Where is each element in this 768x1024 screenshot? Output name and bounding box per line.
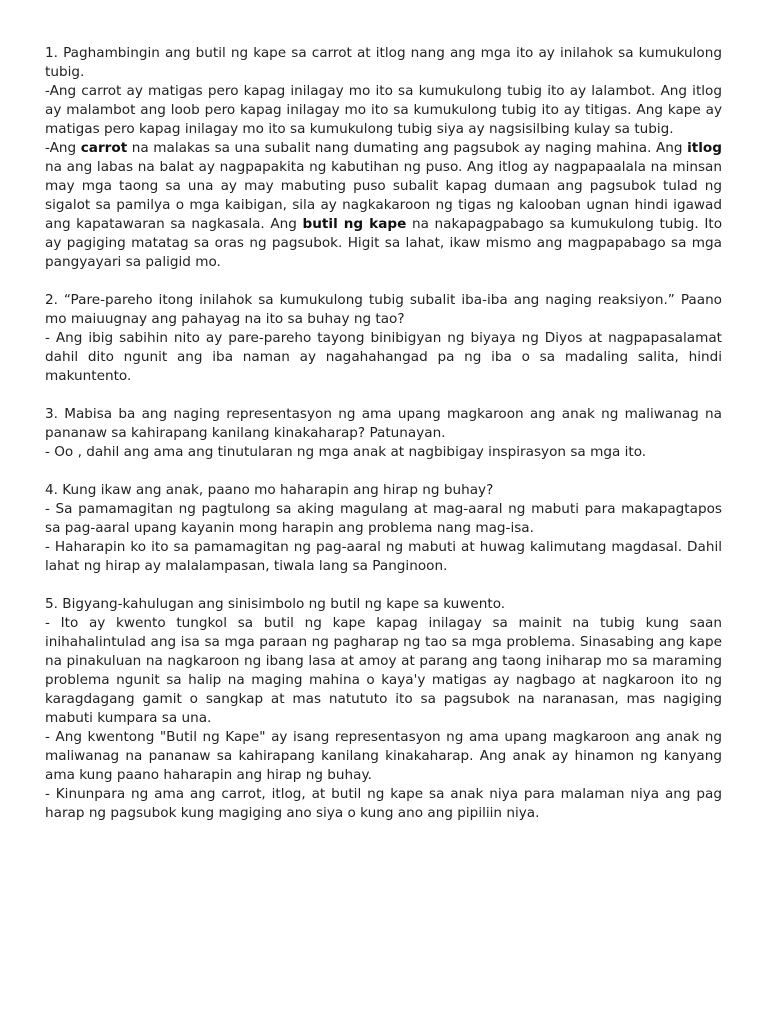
text-segment: - Haharapin ko ito sa pamamagitan ng pag-aaral ng mabuti at huwag kalimutang magdasal. Dahil lahat ng hirap ay malalampasan, tiwala lang sa Panginoon. xyxy=(45,539,722,574)
text-segment: -Ang xyxy=(45,140,81,156)
question-section-2 xyxy=(45,291,722,386)
bold-keyword: itlog xyxy=(687,140,722,156)
question-text xyxy=(45,481,722,500)
text-segment: 3. Mabisa ba ang naging representasyon ng ama upang magkaroon ang anak ng maliwanag na pananaw sa kahirapang kanilang kinakaharap? Patunayan. xyxy=(45,406,722,441)
text-segment: - Sa pamamagitan ng pagtulong sa aking magulang at mag-aaral ng mabuti para makapagtapos sa pag-aaral upang kayanin mong harapin ang problema nang mag-isa. xyxy=(45,501,722,536)
text-segment: na malakas sa una subalit nang dumating ang pagsubok ay naging mahina. Ang xyxy=(127,140,688,156)
answer-text xyxy=(45,785,722,823)
text-segment: -Ang carrot ay matigas pero kapag inilagay mo ito sa kumukulong tubig ito ay lalambot. Ang itlog ay malambot ang loob pero kapag inilagay mo ito sa kumukulong tubig ito ay titigas. Ang kape ay matigas pero kapag inilagay mo ito sa kumukulong tubig siya ay nagsisilbing kulay sa tubig. xyxy=(45,83,722,137)
text-segment: na nakapagpabago sa kumukulong tubig. Ito ay pagiging matatag sa oras ng pagsubok. Higit sa lahat, ikaw mismo ang magpapabago sa mga pangyayari sa paligid mo. xyxy=(45,216,723,270)
answer-text xyxy=(45,500,722,538)
answer-text xyxy=(45,443,722,462)
question-section-1 xyxy=(45,44,722,272)
question-text xyxy=(45,291,722,329)
text-segment: - Kinunpara ng ama ang carrot, itlog, at butil ng kape sa anak niya para malaman niya ang pag harap ng pagsubok kung magiging ano siya o kung ano ang pipiliin niya. xyxy=(45,786,722,821)
text-segment: - Oo , dahil ang ama ang tinutularan ng mga anak at nagbibigay inspirasyon sa mga ito. xyxy=(45,444,647,460)
text-segment: - Ang ibig sabihin nito ay pare-pareho tayong binibigyan ng biyaya ng Diyos at nagpapasalamat dahil dito ngunit ang iba naman ay nagahahangad pa ng iba o sa madaling salita, hindi makuntento. xyxy=(45,330,722,384)
text-segment: 1. Paghambingin ang butil ng kape sa carrot at itlog nang ang mga ito ay inilahok sa kumukulong tubig. xyxy=(45,45,722,80)
answer-text xyxy=(45,728,722,785)
answer-text xyxy=(45,329,722,386)
text-segment: 2. “Pare-pareho itong inilahok sa kumukulong tubig subalit iba-iba ang naging reaksiyon.” Paano mo maiuugnay ang pahayag na ito sa buhay ng tao? xyxy=(45,292,722,327)
bold-keyword: carrot xyxy=(80,140,128,156)
answer-text xyxy=(45,139,722,272)
question-section-4 xyxy=(45,481,722,576)
question-text xyxy=(45,405,722,443)
question-text xyxy=(45,44,722,82)
answer-text xyxy=(45,614,722,728)
question-section-3 xyxy=(45,405,722,462)
answer-text xyxy=(45,538,722,576)
text-segment: na ang labas na balat ay nagpapakita ng kabutihan ng puso. Ang itlog ay nagpapaalala na minsan may mga taong sa una ay may mabuting puso subalit kapag dumaan ang pagsubok tulad ng sigalot sa pamilya o mga kaibigan, sila ay nagkakaroon ng tigas ng kalooban ugnan hindi igawad ang kapatawaran sa nagkasala. Ang xyxy=(45,159,722,232)
document-body xyxy=(45,44,722,842)
text-segment: 5. Bigyang-kahulugan ang sinisimbolo ng butil ng kape sa kuwento. xyxy=(45,596,506,612)
bold-keyword: butil ng kape xyxy=(302,216,407,232)
text-segment: - Ito ay kwento tungkol sa butil ng kape kapag inilagay sa mainit na tubig kung saan inihahalintulad ang isa sa mga paraan ng pagharap ng tao sa mga problema. Sinasabing ang kape na pinakuluan na nagkaroon ng ibang lasa at amoy at parang ang taong iniharap mo sa maraming problema ngunit sa halip na maging mahina o kaya'y matigas ay nagbago at nagkaroon ito ng karagdagang gamit o sangkap at mas natututo ito sa pagsubok na naranasan, mas nagiging mabuti kumpara sa una. xyxy=(45,615,722,726)
text-segment: 4. Kung ikaw ang anak, paano mo haharapin ang hirap ng buhay? xyxy=(45,482,494,498)
answer-text xyxy=(45,82,722,139)
question-section-5 xyxy=(45,595,722,823)
text-segment: - Ang kwentong "Butil ng Kape" ay isang representasyon ng ama upang magkaroon ang anak ng maliwanag na pananaw sa kahirapang kanilang kinakaharap. Ang anak ay hinamon ng kanyang ama kung paano haharapin ang hirap ng buhay. xyxy=(45,729,722,783)
question-text xyxy=(45,595,722,614)
